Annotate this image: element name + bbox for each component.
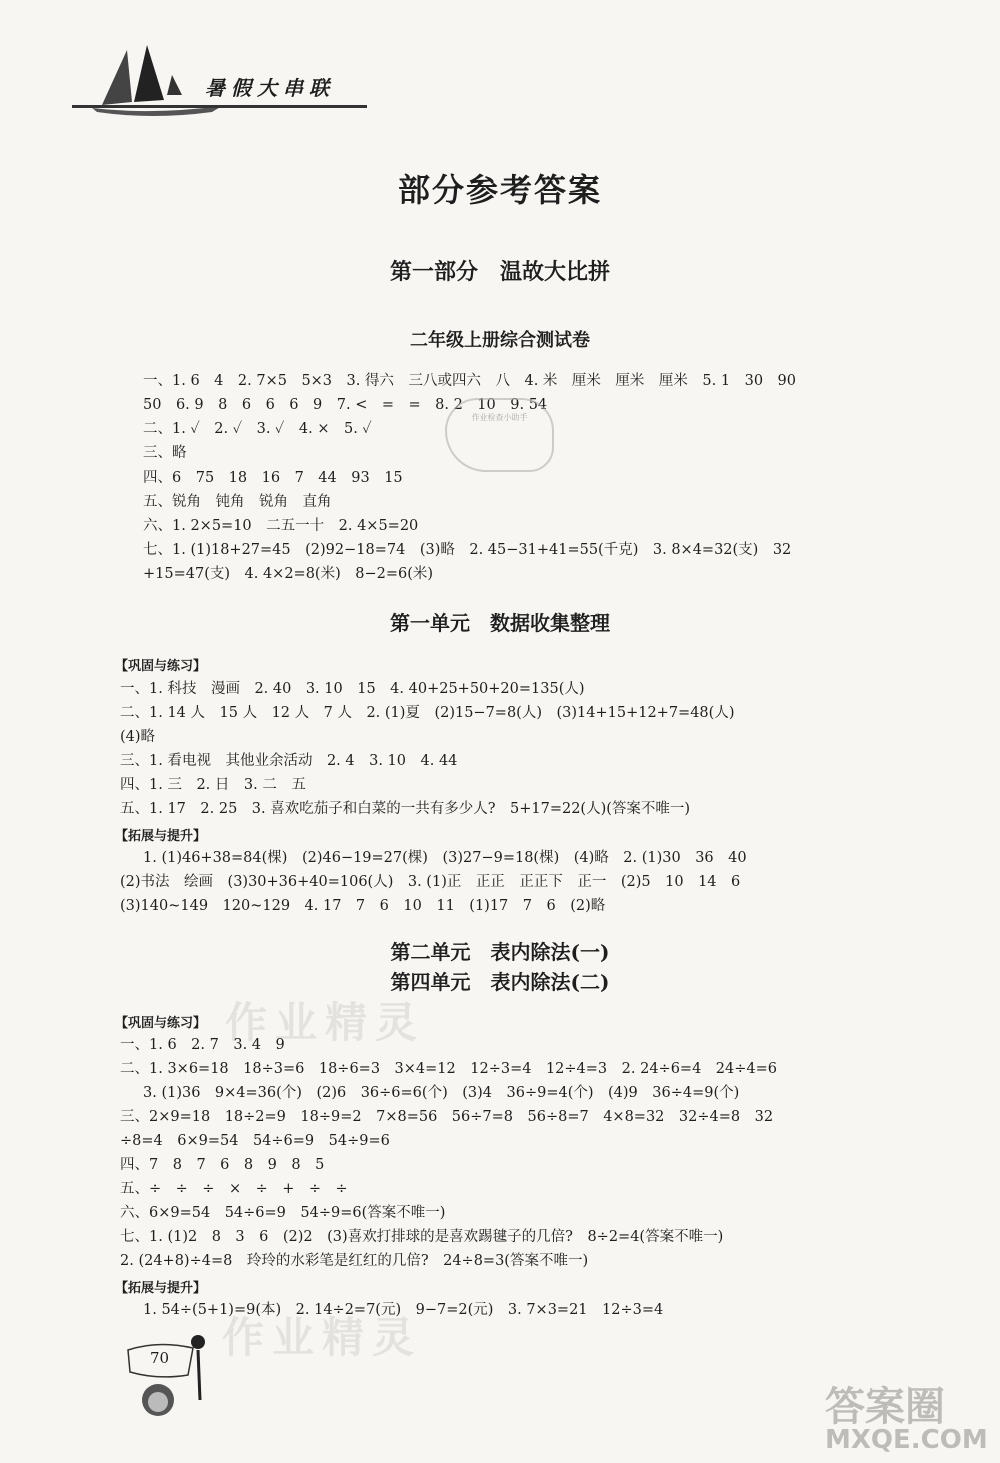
answer-line: 四、6 75 18 16 7 44 93 15 (143, 470, 403, 486)
footer-url: MXQE.COM (825, 1425, 988, 1455)
watermark: 作业精灵 (225, 998, 426, 1047)
answer-line: 1. (1)46+38=84(棵) (2)46−19=27(棵) (3)27−9=18(棵) (4)略 2. (1)30 36 40 (143, 850, 747, 866)
answer-line: 三、1. 看电视 其他业余活动 2. 4 3. 10 4. 44 (120, 753, 458, 769)
section-label: 【巩固与练习】 (115, 1016, 207, 1031)
header-title: 暑假大串联 (205, 76, 335, 100)
unit-title: 第四单元 表内除法(二) (390, 970, 610, 994)
unit-title: 第二单元 表内除法(一) (390, 940, 610, 964)
section-label: 【拓展与提升】 (115, 1281, 207, 1296)
answer-line: 四、1. 三 2. 日 3. 二 五 (120, 777, 306, 793)
answer-line: (4)略 (120, 729, 156, 745)
answer-line: (3)140~149 120~129 4. 17 7 6 10 11 (1)17 7 6 (2)略 (120, 898, 606, 914)
answer-line: 三、略 (143, 445, 187, 461)
answer-line: 二、1. 14 人 15 人 12 人 7 人 2. (1)夏 (2)15−7=8(人) (3)14+15+12+7=48(人) (120, 705, 735, 721)
answer-line: 1. 54÷(5+1)=9(本) 2. 14÷2=7(元) 9−7=2(元) 3. 7×3=21 12÷3=4 (143, 1302, 664, 1318)
answer-line: 2. (24+8)÷4=8 玲玲的水彩笔是红红的几倍? 24÷8=3(答案不唯一) (120, 1253, 589, 1269)
answer-line: 五、÷ ÷ ÷ × ÷ + ÷ ÷ (120, 1181, 348, 1197)
watermark: 作业精灵 (222, 1313, 423, 1362)
answer-line: (2)书法 绘画 (3)30+36+40=106(人) 3. (1)正 正正 正正下 正一 (2)5 10 14 6 (120, 874, 741, 890)
page-title: 部分参考答案 (397, 171, 602, 209)
answer-line: 50 6. 9 8 6 6 6 9 7. < = = 8. 2 10 9. 54 (143, 397, 548, 413)
cartoon-illustration (118, 1330, 218, 1420)
footer-logo: 答案圈 (825, 1384, 945, 1430)
test-title: 二年级上册综合测试卷 (410, 330, 590, 351)
answer-line: 五、1. 17 2. 25 3. 喜欢吃茄子和白菜的一共有多少人? 5+17=22(人)(答案不唯一) (120, 801, 691, 817)
answer-line: 三、2×9=18 18÷2=9 18÷9=2 7×8=56 56÷7=8 56÷8=7 4×8=32 32÷4=8 32 (120, 1109, 774, 1125)
header-rule (72, 105, 367, 108)
section-label: 【巩固与练习】 (115, 659, 207, 674)
answer-line: 五、锐角 钝角 锐角 直角 (143, 494, 332, 510)
unit-title: 第一单元 数据收集整理 (390, 611, 610, 635)
answer-line: ÷8=4 6×9=54 54÷6=9 54÷9=6 (120, 1133, 390, 1149)
answer-line: 七、1. (1)2 8 3 6 (2)2 (3)喜欢打排球的是喜欢踢毽子的几倍? 8÷2=4(答案不唯一) (120, 1229, 724, 1245)
answer-line: 3. (1)36 9×4=36(个) (2)6 36÷6=6(个) (3)4 36÷9=4(个) (4)9 36÷4=9(个) (143, 1085, 740, 1101)
stamp: 作业检查小助手 (445, 398, 554, 472)
answer-line: 一、1. 科技 漫画 2. 40 3. 10 15 4. 40+25+50+20=135(人) (120, 681, 585, 697)
section-label: 【拓展与提升】 (115, 829, 207, 844)
answer-line: 四、7 8 7 6 8 9 8 5 (120, 1157, 325, 1173)
answer-line: 二、1. 3×6=18 18÷3=6 18÷6=3 3×4=12 12÷3=4 12÷4=3 2. 24÷6=4 24÷4=6 (120, 1061, 777, 1077)
answer-line: 一、1. 6 4 2. 7×5 5×3 3. 得六 三八或四六 八 4. 米 厘米 厘米 厘米 5. 1 30 90 (143, 373, 796, 389)
part-title: 第一部分 温故大比拼 (389, 259, 610, 285)
page-number: 70 (150, 1349, 170, 1367)
answer-line: 六、1. 2×5=10 二五一十 2. 4×5=20 (143, 518, 419, 534)
answer-line: 六、6×9=54 54÷6=9 54÷9=6(答案不唯一) (120, 1205, 446, 1221)
answer-line: +15=47(支) 4. 4×2=8(米) 8−2=6(米) (143, 566, 434, 582)
answer-line: 二、1. ✓ 2. ✓ 3. ✓ 4. × 5. ✓ (143, 421, 372, 437)
answer-line: 七、1. (1)18+27=45 (2)92−18=74 (3)略 2. 45−31+41=55(千克) 3. 8×4=32(支) 32 (143, 542, 792, 558)
answer-line: 一、1. 6 2. 7 3. 4 9 (120, 1037, 285, 1053)
